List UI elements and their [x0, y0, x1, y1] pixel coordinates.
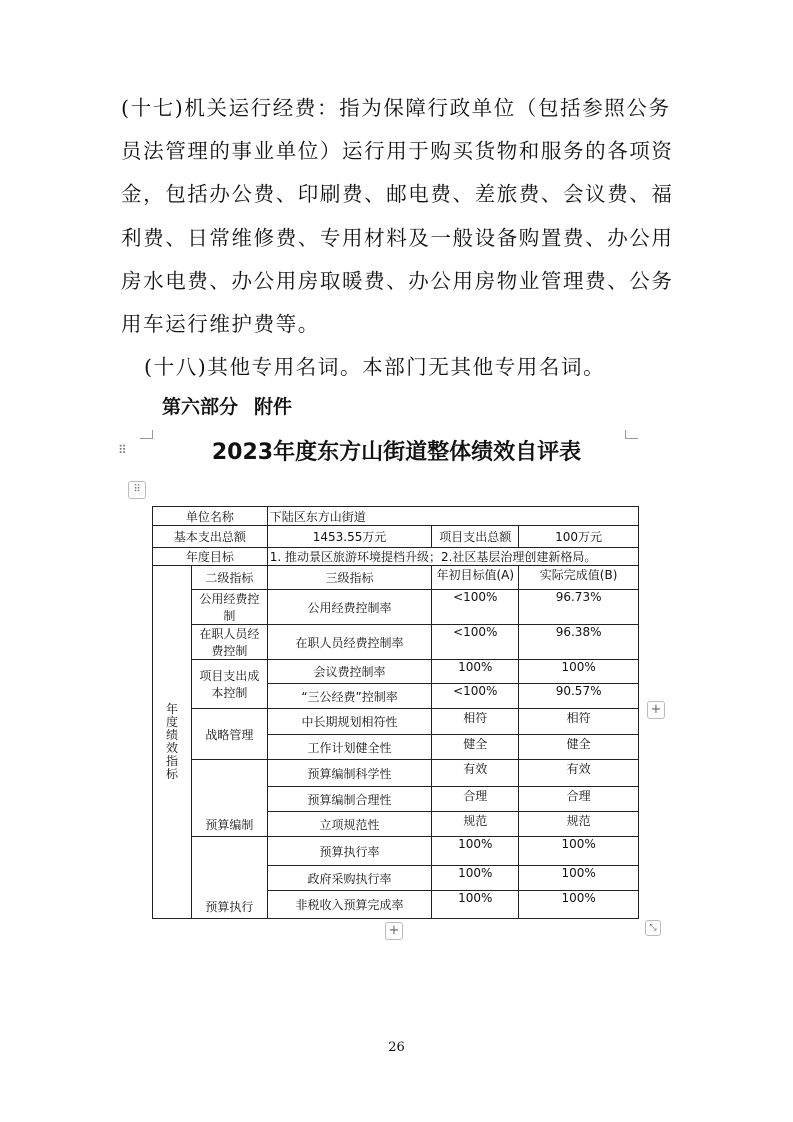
unit-name-value: 下陆区东方山街道 [267, 507, 638, 526]
table-header-row [153, 566, 639, 590]
target-value: <100% [432, 684, 519, 709]
actual-value: 有效 [519, 760, 639, 787]
table-move-handle-icon[interactable]: ⠿ [128, 481, 146, 499]
target-value: 合理 [432, 787, 519, 812]
header-actual: 实际完成值(B) [519, 566, 639, 590]
target-value: 相符 [432, 709, 519, 735]
actual-value: 规范 [519, 812, 639, 837]
actual-value: 100% [519, 660, 639, 684]
annual-goal-label: 年度目标 [153, 548, 268, 566]
header-level2: 二级指标 [191, 566, 267, 590]
table-title: 2023年度东方山街道整体绩效自评表 [211, 440, 582, 465]
basic-expense-value: 1453.55万元 [267, 526, 432, 548]
actual-value: 100% [519, 891, 639, 919]
level3-indicator: 预算编制合理性 [267, 787, 432, 812]
level2-indicator: 预算执行 [191, 837, 267, 919]
level3-indicator: 政府采购执行率 [267, 866, 432, 891]
level2-indicator: 公用经费控制 [191, 590, 267, 625]
table-row [153, 760, 639, 787]
actual-value: 合理 [519, 787, 639, 812]
table-row [153, 548, 639, 566]
actual-value: 100% [519, 837, 639, 866]
level3-indicator: 预算执行率 [267, 837, 432, 866]
paragraph-17: (十七)机关运行经费：指为保障行政单位（包括参照公务员法管理的事业单位）运行用于购买货物和服务的各项资金，包括办公费、印刷费、邮电费、差旅费、会议费、福利费、日常维修费、专用材料及一般设备购置费、办公用房水电费、办公用房取暖费、办公用房物业管理费、公务用车运行维护费等。 [121, 96, 674, 337]
target-value: <100% [432, 590, 519, 625]
table-row [153, 837, 639, 866]
level2-indicator: 项目支出成本控制 [191, 660, 267, 709]
level3-indicator: 在职人员经费控制率 [267, 625, 432, 660]
paragraph-drag-handle-icon[interactable]: ⠿ [118, 443, 127, 457]
level3-indicator: “三公经费”控制率 [267, 684, 432, 709]
header-target: 年初目标值(A) [432, 566, 519, 590]
section-heading-part: 第六部分 [162, 396, 239, 418]
unit-name-label: 单位名称 [153, 507, 268, 526]
level3-indicator: 预算编制科学性 [267, 760, 432, 787]
actual-value: 96.73% [519, 590, 639, 625]
target-value: 100% [432, 866, 519, 891]
actual-value: 100% [519, 866, 639, 891]
table-row [153, 590, 639, 625]
target-value: 100% [432, 891, 519, 919]
level3-indicator: 工作计划健全性 [267, 735, 432, 760]
section-heading-title: 附件 [254, 396, 293, 418]
add-column-button[interactable]: + [647, 701, 665, 719]
level3-indicator: 公用经费控制率 [267, 590, 432, 625]
level2-indicator: 预算编制 [191, 760, 267, 837]
page-number: 26 [388, 1040, 405, 1055]
project-expense-label: 项目支出总额 [432, 526, 519, 548]
table-row [153, 709, 639, 735]
level2-indicator: 战略管理 [191, 709, 267, 760]
level2-indicator: 在职人员经费控制 [191, 625, 267, 660]
target-value: 100% [432, 837, 519, 866]
indicator-group-label: 年度绩效指标 [153, 566, 192, 919]
annual-goal-value: 1. 推动景区旅游环境提档升级；2.社区基层治理创建新格局。 [267, 548, 638, 566]
target-value: 100% [432, 660, 519, 684]
add-row-button[interactable]: + [385, 922, 403, 940]
paragraph-18: (十八)其他专用名词。本部门无其他专用名词。 [144, 355, 606, 379]
table-row [153, 507, 639, 526]
table-resize-handle-icon[interactable]: ⤡ [645, 920, 661, 936]
level3-indicator: 非税收入预算完成率 [267, 891, 432, 919]
level3-indicator: 中长期规划相符性 [267, 709, 432, 735]
table-row [153, 625, 639, 660]
actual-value: 90.57% [519, 684, 639, 709]
table-row [153, 526, 639, 548]
actual-value: 相符 [519, 709, 639, 735]
target-value: 规范 [432, 812, 519, 837]
actual-value: 健全 [519, 735, 639, 760]
performance-table [152, 506, 639, 919]
project-expense-value: 100万元 [519, 526, 639, 548]
actual-value: 96.38% [519, 625, 639, 660]
target-value: 有效 [432, 760, 519, 787]
header-level3: 三级指标 [267, 566, 432, 590]
target-value: <100% [432, 625, 519, 660]
basic-expense-label: 基本支出总额 [153, 526, 268, 548]
target-value: 健全 [432, 735, 519, 760]
level3-indicator: 立项规范性 [267, 812, 432, 837]
section-heading [162, 392, 292, 422]
table-row [153, 660, 639, 684]
level3-indicator: 会议费控制率 [267, 660, 432, 684]
